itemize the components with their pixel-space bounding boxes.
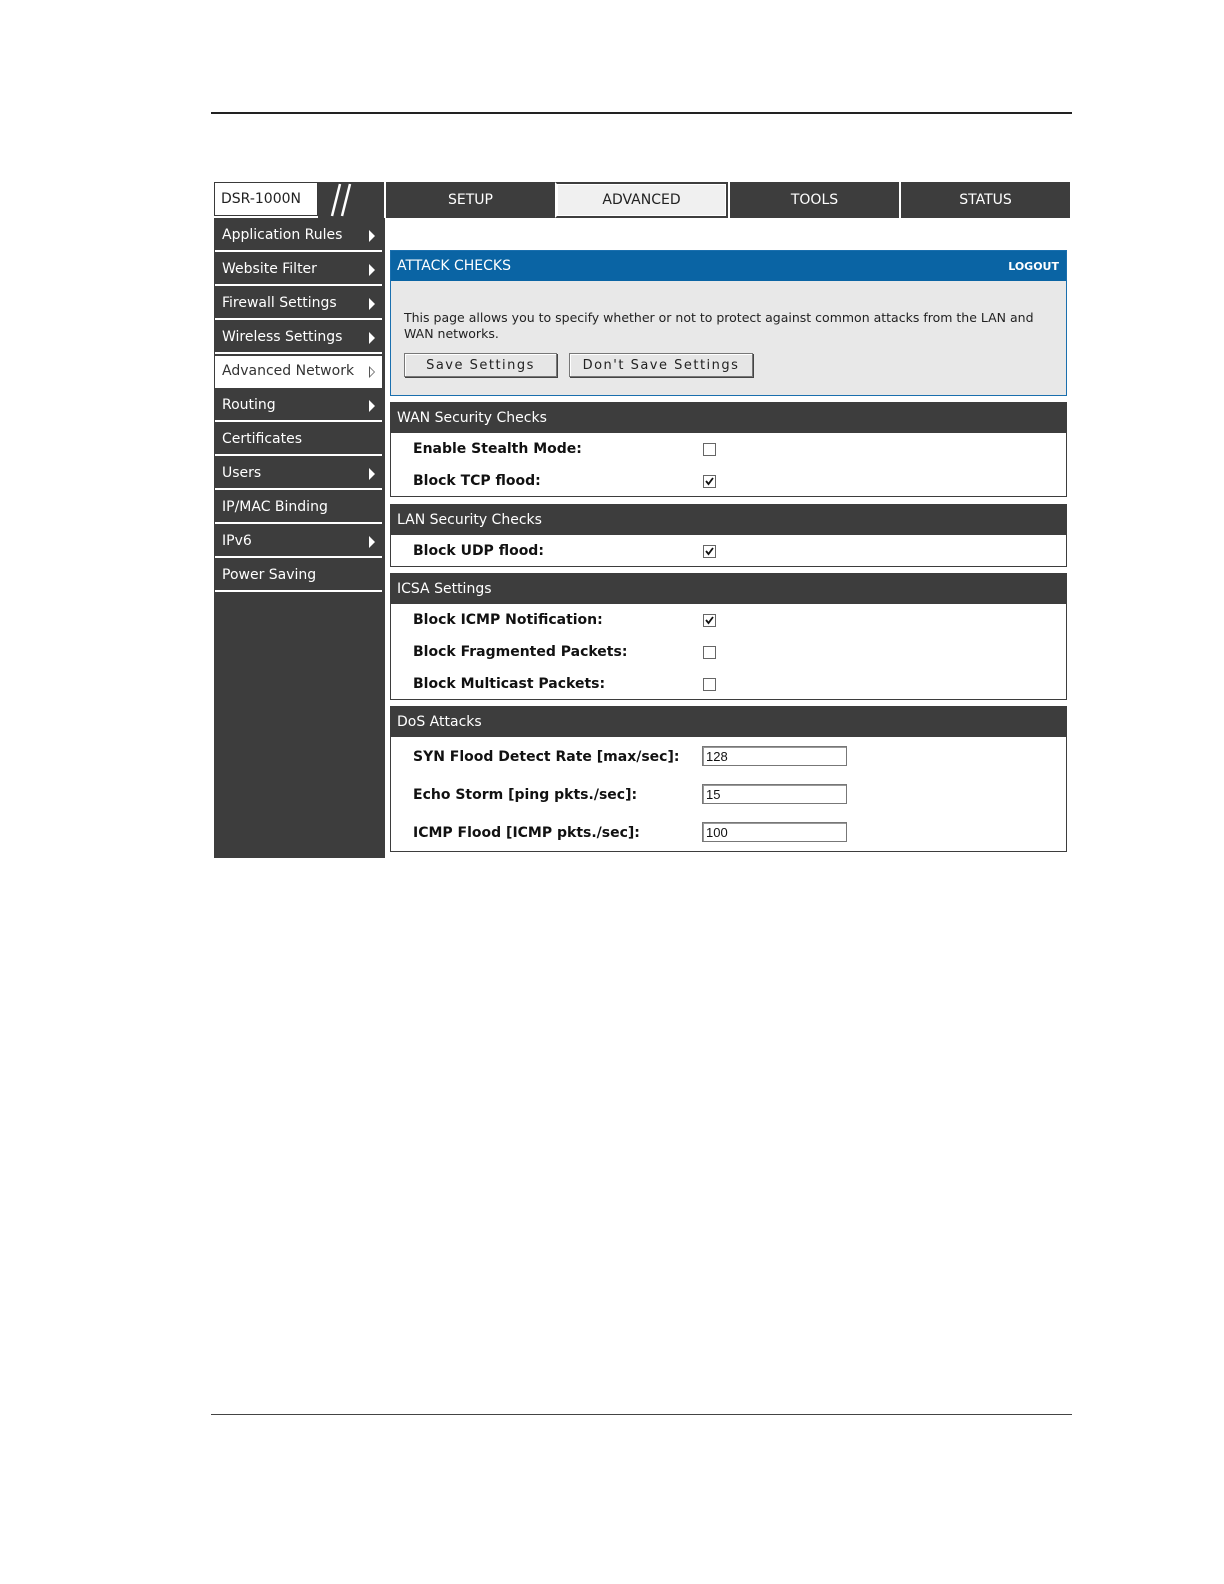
tcp-flood-label: Block TCP flood:	[413, 473, 541, 489]
icmp-notification-label: Block ICMP Notification:	[413, 612, 603, 628]
tcp-flood-checkbox[interactable]	[703, 475, 716, 488]
section-header: WAN Security Checks	[391, 403, 1066, 433]
logout-link[interactable]: LOGOUT	[1008, 259, 1059, 273]
chevron-right-icon	[369, 298, 375, 310]
sidebar-item-label: Application Rules	[222, 227, 343, 243]
multicast-packets-label: Block Multicast Packets:	[413, 676, 606, 692]
checkmark-icon	[704, 546, 715, 557]
sidebar-item-label: Wireless Settings	[222, 329, 343, 345]
dont-save-settings-button[interactable]: Don't Save Settings	[569, 353, 753, 377]
sidebar-item-label: Routing	[222, 397, 276, 413]
section-header: LAN Security Checks	[391, 505, 1066, 535]
attack-checks-header	[391, 251, 1066, 281]
page-description: This page allows you to specify whether or not to protect against common attacks from the LAN and WAN networks.	[404, 310, 1034, 341]
stealth-mode-checkbox[interactable]	[703, 443, 716, 456]
echo-storm-input[interactable]: 15	[702, 784, 847, 804]
sidebar-item-advanced-network[interactable]	[215, 356, 382, 388]
stealth-mode-label: Enable Stealth Mode:	[413, 441, 582, 457]
udp-flood-label: Block UDP flood:	[413, 543, 544, 559]
sidebar-item-label: IPv6	[222, 533, 252, 549]
chevron-right-icon	[369, 400, 375, 412]
sidebar-item-label: Certificates	[222, 431, 303, 447]
syn-flood-label: SYN Flood Detect Rate [max/sec]:	[413, 749, 680, 765]
chevron-right-icon	[369, 264, 375, 276]
icmp-flood-label: ICMP Flood [ICMP pkts./sec]:	[413, 825, 640, 841]
lan-security-section	[390, 504, 1067, 567]
sidebar-item-application-rules[interactable]	[215, 220, 382, 252]
sidebar-item-firewall-settings[interactable]	[215, 288, 382, 320]
sidebar-item-label: Firewall Settings	[222, 295, 337, 311]
fragmented-packets-checkbox[interactable]	[703, 646, 716, 659]
tab-status[interactable]: STATUS	[899, 182, 1070, 218]
sidebar-item-ipv6[interactable]	[215, 526, 382, 558]
chevron-right-outline-icon	[369, 366, 375, 378]
sidebar-item-label: Power Saving	[222, 567, 317, 583]
echo-storm-label: Echo Storm [ping pkts./sec]:	[413, 787, 638, 803]
sidebar-item-ip-mac-binding[interactable]	[215, 492, 382, 524]
sidebar-item-website-filter[interactable]	[215, 254, 382, 286]
model-label: DSR-1000N	[214, 182, 318, 216]
dos-attacks-section	[390, 706, 1067, 852]
tab-tools[interactable]: TOOLS	[728, 182, 899, 218]
fragmented-packets-label: Block Fragmented Packets:	[413, 644, 628, 660]
icmp-notification-checkbox[interactable]	[703, 614, 716, 627]
wan-security-section	[390, 402, 1067, 497]
chevron-right-icon	[369, 468, 375, 480]
brand-slashes-icon	[318, 182, 384, 218]
page-bottom-rule	[211, 1414, 1072, 1415]
chevron-right-icon	[369, 332, 375, 344]
sidebar-item-label: Users	[222, 465, 262, 481]
section-header: ICSA Settings	[391, 574, 1066, 604]
multicast-packets-checkbox[interactable]	[703, 678, 716, 691]
sidebar-item-label: Advanced Network	[222, 363, 355, 379]
chevron-right-icon	[369, 536, 375, 548]
udp-flood-checkbox[interactable]	[703, 545, 716, 558]
page-title: ATTACK CHECKS	[397, 258, 511, 274]
checkmark-icon	[704, 476, 715, 487]
syn-flood-input[interactable]: 128	[702, 746, 847, 766]
page-top-rule	[211, 112, 1072, 114]
sidebar-item-certificates[interactable]	[215, 424, 382, 456]
sidebar	[214, 218, 385, 858]
icsa-settings-section	[390, 573, 1067, 700]
sidebar-item-users[interactable]	[215, 458, 382, 490]
attack-checks-panel	[390, 250, 1067, 396]
top-nav	[214, 182, 1070, 218]
sidebar-item-label: IP/MAC Binding	[222, 499, 328, 515]
tab-advanced[interactable]: ADVANCED	[555, 182, 728, 218]
sidebar-item-power-saving[interactable]	[215, 560, 382, 592]
icmp-flood-input[interactable]: 100	[702, 822, 847, 842]
sidebar-item-routing[interactable]	[215, 390, 382, 422]
sidebar-item-wireless-settings[interactable]	[215, 322, 382, 354]
save-settings-button[interactable]: Save Settings	[404, 353, 557, 377]
tab-setup[interactable]: SETUP	[384, 182, 555, 218]
sidebar-item-label: Website Filter	[222, 261, 317, 277]
checkmark-icon	[704, 615, 715, 626]
section-header: DoS Attacks	[391, 707, 1066, 737]
chevron-right-icon	[369, 230, 375, 242]
